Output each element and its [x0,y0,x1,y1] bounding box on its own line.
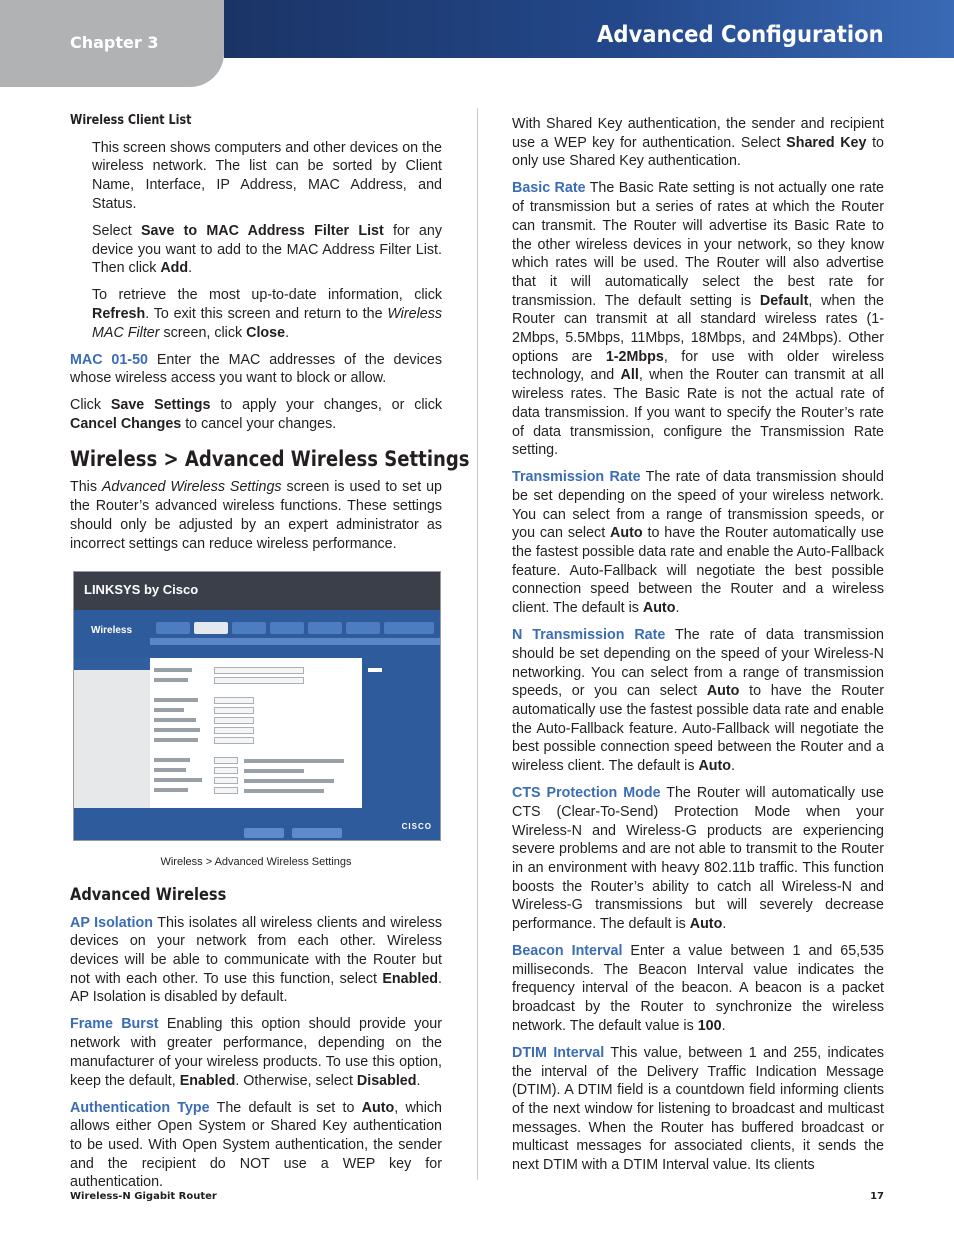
left-column [70,106,470,1200]
footer-product: Wireless-N Gigabit Router [70,1191,217,1202]
screenshot-tab [232,622,266,634]
header-bar [224,0,954,58]
intro-paragraph: This Advanced Wireless Settings screen is used to set up the Router’s advanced wireless functions. These settings should only be adjusted by an expert administrator as incorrect settings can reduce wireless performance. [70,479,442,552]
screenshot-tab [384,622,434,634]
screenshot-form [150,658,362,808]
page-number: 17 [870,1191,884,1202]
save-paragraph: Click Save Settings to apply your changes, or click Cancel Changes to cancel your changes. [70,397,442,433]
linksys-logo: LINKSYS by Cisco [84,582,199,598]
screenshot-tab [346,622,380,634]
basic-rate-paragraph: Basic Rate The Basic Rate setting is not actually one rate of transmission but a series of rates at which the Router can transmit. The Router will advertise its Basic Rate to the other wireless devices in your network, so they know which rates will be used. The Router will also advertise that it will automatically select the best rate for transmission. The default setting is Default, when the Router can transmit at all standard wireless rates (1-2Mbps, 5.5Mbps, 11Mbps, 18Mbps, and 24Mbps). Other options are 1-2Mbps, for use with older wireless technology, and All, when the Router can transmit at all wireless rates. The Basic Rate is not the actual rate of data transmission. If you want to specify the Router’s rate of data transmission, configure the Transmission Rate setting. [512,180,884,459]
beacon-interval-term: Beacon Interval [512,943,623,960]
column-divider [477,108,478,1180]
cts-protection-term: CTS Protection Mode [512,785,661,802]
transmission-rate-paragraph: Transmission Rate The rate of data transmission should be set depending on the speed of your wireless network. You can select from a range of transmission speeds, or you can select Auto to have the Router automatically use the fastest possible data rate and enable the Auto-Fallback feature. Auto-Fallback will negotiate the best possible connection speed between the Router and a wireless client. The default is Auto. [512,469,884,617]
n-transmission-rate-paragraph: N Transmission Rate The rate of data transmission should be set depending on the speed of your Wireless-N networking. You can select from a range of transmission speeds, or you can select Auto to have the Router automatically use the fastest possible data rate and enable the Auto-Fallback feature. Auto-Fallback will negotiate the best possible connection speed between the Router and a wireless client. The default is Auto. [512,627,884,775]
section-title: Wireless > Advanced Wireless Settings [70,446,470,471]
mac-paragraph: MAC 01-50 Enter the MAC addresses of the devices whose wireless access you want to block or allow. [70,351,442,387]
screenshot-cancel-button [292,828,342,838]
basic-rate-term: Basic Rate [512,180,586,197]
screenshot-help-panel [362,658,440,808]
n-transmission-rate-term: N Transmission Rate [512,627,666,644]
advanced-wireless-screenshot [73,571,441,841]
dtim-interval-paragraph: DTIM Interval This value, between 1 and 255, indicates the interval of the Delivery Traffic Indication Message (DTIM). A DTIM field is a countdown field informing clients of the next window for listening to broadcast and multicast messages. When the Router has buffered broadcast or multicast messages for associated clients, it sends the next DTIM with a DTIM Interval value. Its clients [512,1044,884,1174]
beacon-interval-paragraph: Beacon Interval Enter a value between 1 and 65,535 milliseconds. The Beacon Interval value indicates the frequency interval of the beacon. A beacon is a packet broadcast by the Router to synchronize the wireless network. The default value is 100. [512,943,884,1034]
transmission-rate-term: Transmission Rate [512,469,641,486]
screenshot-tab [308,622,342,634]
chapter-tab [0,0,224,87]
mac-term: MAC 01-50 [70,351,148,368]
screenshot-tab [270,622,304,634]
wcl-paragraph-1: This screen shows computers and other devices on the wireless network. The list can be sorted by Client Name, Interface, IP Address, MAC Address, and Status. [92,139,442,212]
page-header-title: Advanced Configuration [597,22,884,48]
authentication-type-term: Authentication Type [70,1099,210,1116]
ap-isolation-term: AP Isolation [70,914,153,931]
frame-burst-paragraph: Frame Burst Enabling this option should provide your network with greater performance, depending on the manufacturer of your wireless products. To use this option, keep the default, Enabled. Otherwise, select Disabled. [70,1016,443,1089]
screenshot-tab [156,622,190,634]
ap-isolation-paragraph: AP Isolation This isolates all wireless clients and wireless devices on your network from each other. Wireless devices will be able to communicate with the Router but not with each other. To use this function, select Enabled. AP Isolation is disabled by default. [70,914,442,1006]
cts-protection-paragraph: CTS Protection Mode The Router will automatically use CTS (Clear-To-Send) Protection Mode when your Wireless-N and Wireless-G products are experiencing severe problems and are not able to transmit to the Router in an environment with heavy 802.11b traffic. This function boosts the Router’s ability to catch all Wireless-N and Wireless-G transmissions but will severely decrease performance. The default is Auto. [512,785,884,933]
wcl-paragraph-3: To retrieve the most up-to-date information, click Refresh. To exit this screen and return to the Wireless MAC Filter screen, click Close. [92,287,442,341]
cisco-logo: CISCO [401,822,432,832]
shared-key-paragraph: With Shared Key authentication, the sender and recipient use a WEP key for authentication. Select Shared Key to only use Shared Key authentication. [512,116,884,170]
frame-burst-term: Frame Burst [70,1016,159,1033]
right-column [512,115,884,1183]
screenshot-subnav [150,638,440,645]
wireless-client-list-heading: Wireless Client List [70,113,192,128]
screenshot-save-button [244,828,284,838]
advanced-wireless-heading: Advanced Wireless [70,884,227,905]
wcl-paragraph-2: Select Save to MAC Address Filter List for any device you want to add to the MAC Address Filter List. Then click Add. [92,222,442,277]
chapter-label: Chapter 3 [70,33,159,52]
screenshot-tab-active [194,622,228,634]
dtim-interval-term: DTIM Interval [512,1044,605,1061]
authentication-type-paragraph: Authentication Type The default is set to Auto, which allows either Open System or Shared Key authentication to be used. With Open System authentication, the sender and the recipient do NOT use a WEP key for authentication. [70,1099,442,1191]
figure-caption: Wireless > Advanced Wireless Settings [160,856,352,869]
screenshot-nav-label: Wireless [91,625,133,637]
